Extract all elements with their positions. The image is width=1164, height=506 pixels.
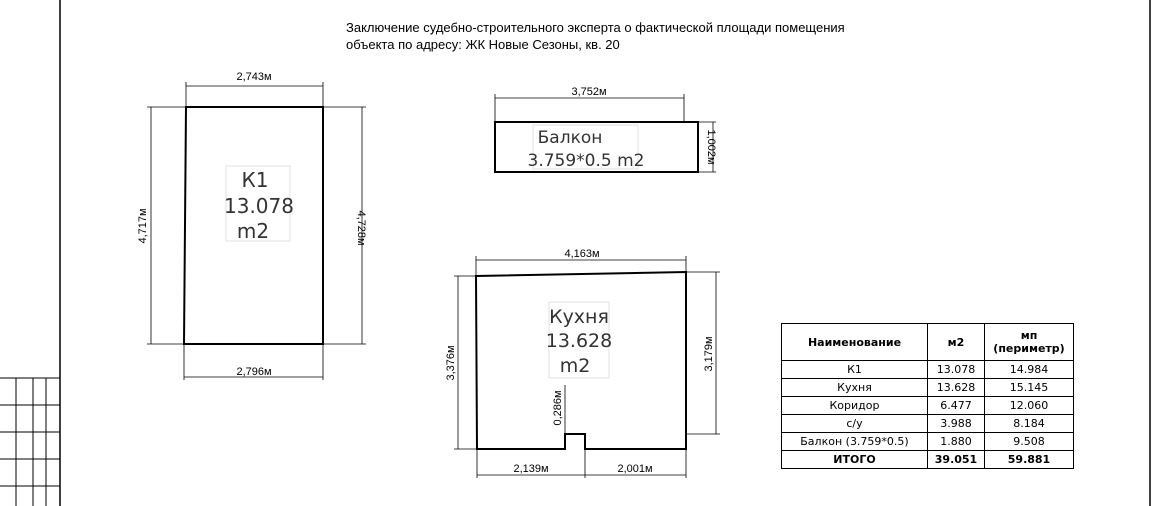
room-k1 bbox=[137, 71, 367, 380]
kitchen-unit: m2 bbox=[559, 355, 591, 377]
row-area: 13.078 bbox=[928, 361, 985, 379]
total-name: ИТОГО bbox=[782, 451, 928, 469]
area-table bbox=[781, 323, 1074, 469]
header-area: м2 bbox=[928, 324, 985, 361]
balcony-dim-top: 3,752м bbox=[571, 86, 607, 98]
room-balcony bbox=[495, 86, 717, 172]
table-row bbox=[782, 433, 1074, 451]
kitchen-dim-left: 3,376м bbox=[445, 345, 457, 381]
row-perimeter: 8.184 bbox=[985, 415, 1074, 433]
row-perimeter: 12.060 bbox=[985, 397, 1074, 415]
row-area: 3.988 bbox=[928, 415, 985, 433]
table-row bbox=[782, 415, 1074, 433]
row-perimeter: 14.984 bbox=[985, 361, 1074, 379]
k1-dim-top: 2,743м bbox=[236, 71, 272, 83]
room-kitchen bbox=[445, 248, 720, 478]
kitchen-dim-top: 4,163м bbox=[564, 248, 600, 260]
balcony-area: 3.759*0.5 m2 bbox=[527, 151, 645, 171]
row-name: Кухня bbox=[782, 379, 928, 397]
row-area: 13.628 bbox=[928, 379, 985, 397]
k1-name: К1 bbox=[241, 168, 269, 192]
balcony-dim-right: 1,002м bbox=[705, 129, 717, 165]
table-row bbox=[782, 379, 1074, 397]
table-row bbox=[782, 397, 1074, 415]
row-name: Балкон (3.759*0.5) bbox=[782, 433, 928, 451]
table-row bbox=[782, 361, 1074, 379]
row-area: 6.477 bbox=[928, 397, 985, 415]
row-area: 1.880 bbox=[928, 433, 985, 451]
row-perimeter: 9.508 bbox=[985, 433, 1074, 451]
row-name: Коридор bbox=[782, 397, 928, 415]
title-line-1: Заключение судебно-строительного эксперта о фактической площади помещения bbox=[346, 20, 845, 35]
header-name: Наименование bbox=[782, 324, 928, 361]
kitchen-name: Кухня bbox=[549, 306, 609, 328]
k1-dim-left: 4,717м bbox=[137, 208, 149, 244]
kitchen-dim-step: 0,286м bbox=[552, 390, 564, 426]
header-perimeter: мп (периметр) bbox=[985, 324, 1074, 361]
k1-area: 13.078 bbox=[224, 194, 294, 218]
area-table-header-row bbox=[782, 324, 1074, 361]
kitchen-dim-bottom-left: 2,139м bbox=[513, 463, 549, 475]
balcony-name: Балкон bbox=[537, 128, 603, 148]
row-perimeter: 15.145 bbox=[985, 379, 1074, 397]
total-perimeter: 59.881 bbox=[985, 451, 1074, 469]
title-line-2: объекта по адресу: ЖК Новые Сезоны, кв. 20 bbox=[346, 37, 620, 52]
k1-unit: m2 bbox=[236, 219, 270, 243]
k1-dim-right: 4,728м bbox=[355, 210, 367, 246]
total-area: 39.051 bbox=[928, 451, 985, 469]
kitchen-area: 13.628 bbox=[545, 330, 613, 352]
kitchen-dim-right: 3,179м bbox=[703, 336, 715, 372]
kitchen-dim-bottom-right: 2,001м bbox=[617, 463, 653, 475]
row-name: К1 bbox=[782, 361, 928, 379]
k1-dim-bottom: 2,796м bbox=[236, 366, 272, 378]
title-block-stub bbox=[0, 378, 60, 506]
row-name: с/у bbox=[782, 415, 928, 433]
table-total-row bbox=[782, 451, 1074, 469]
